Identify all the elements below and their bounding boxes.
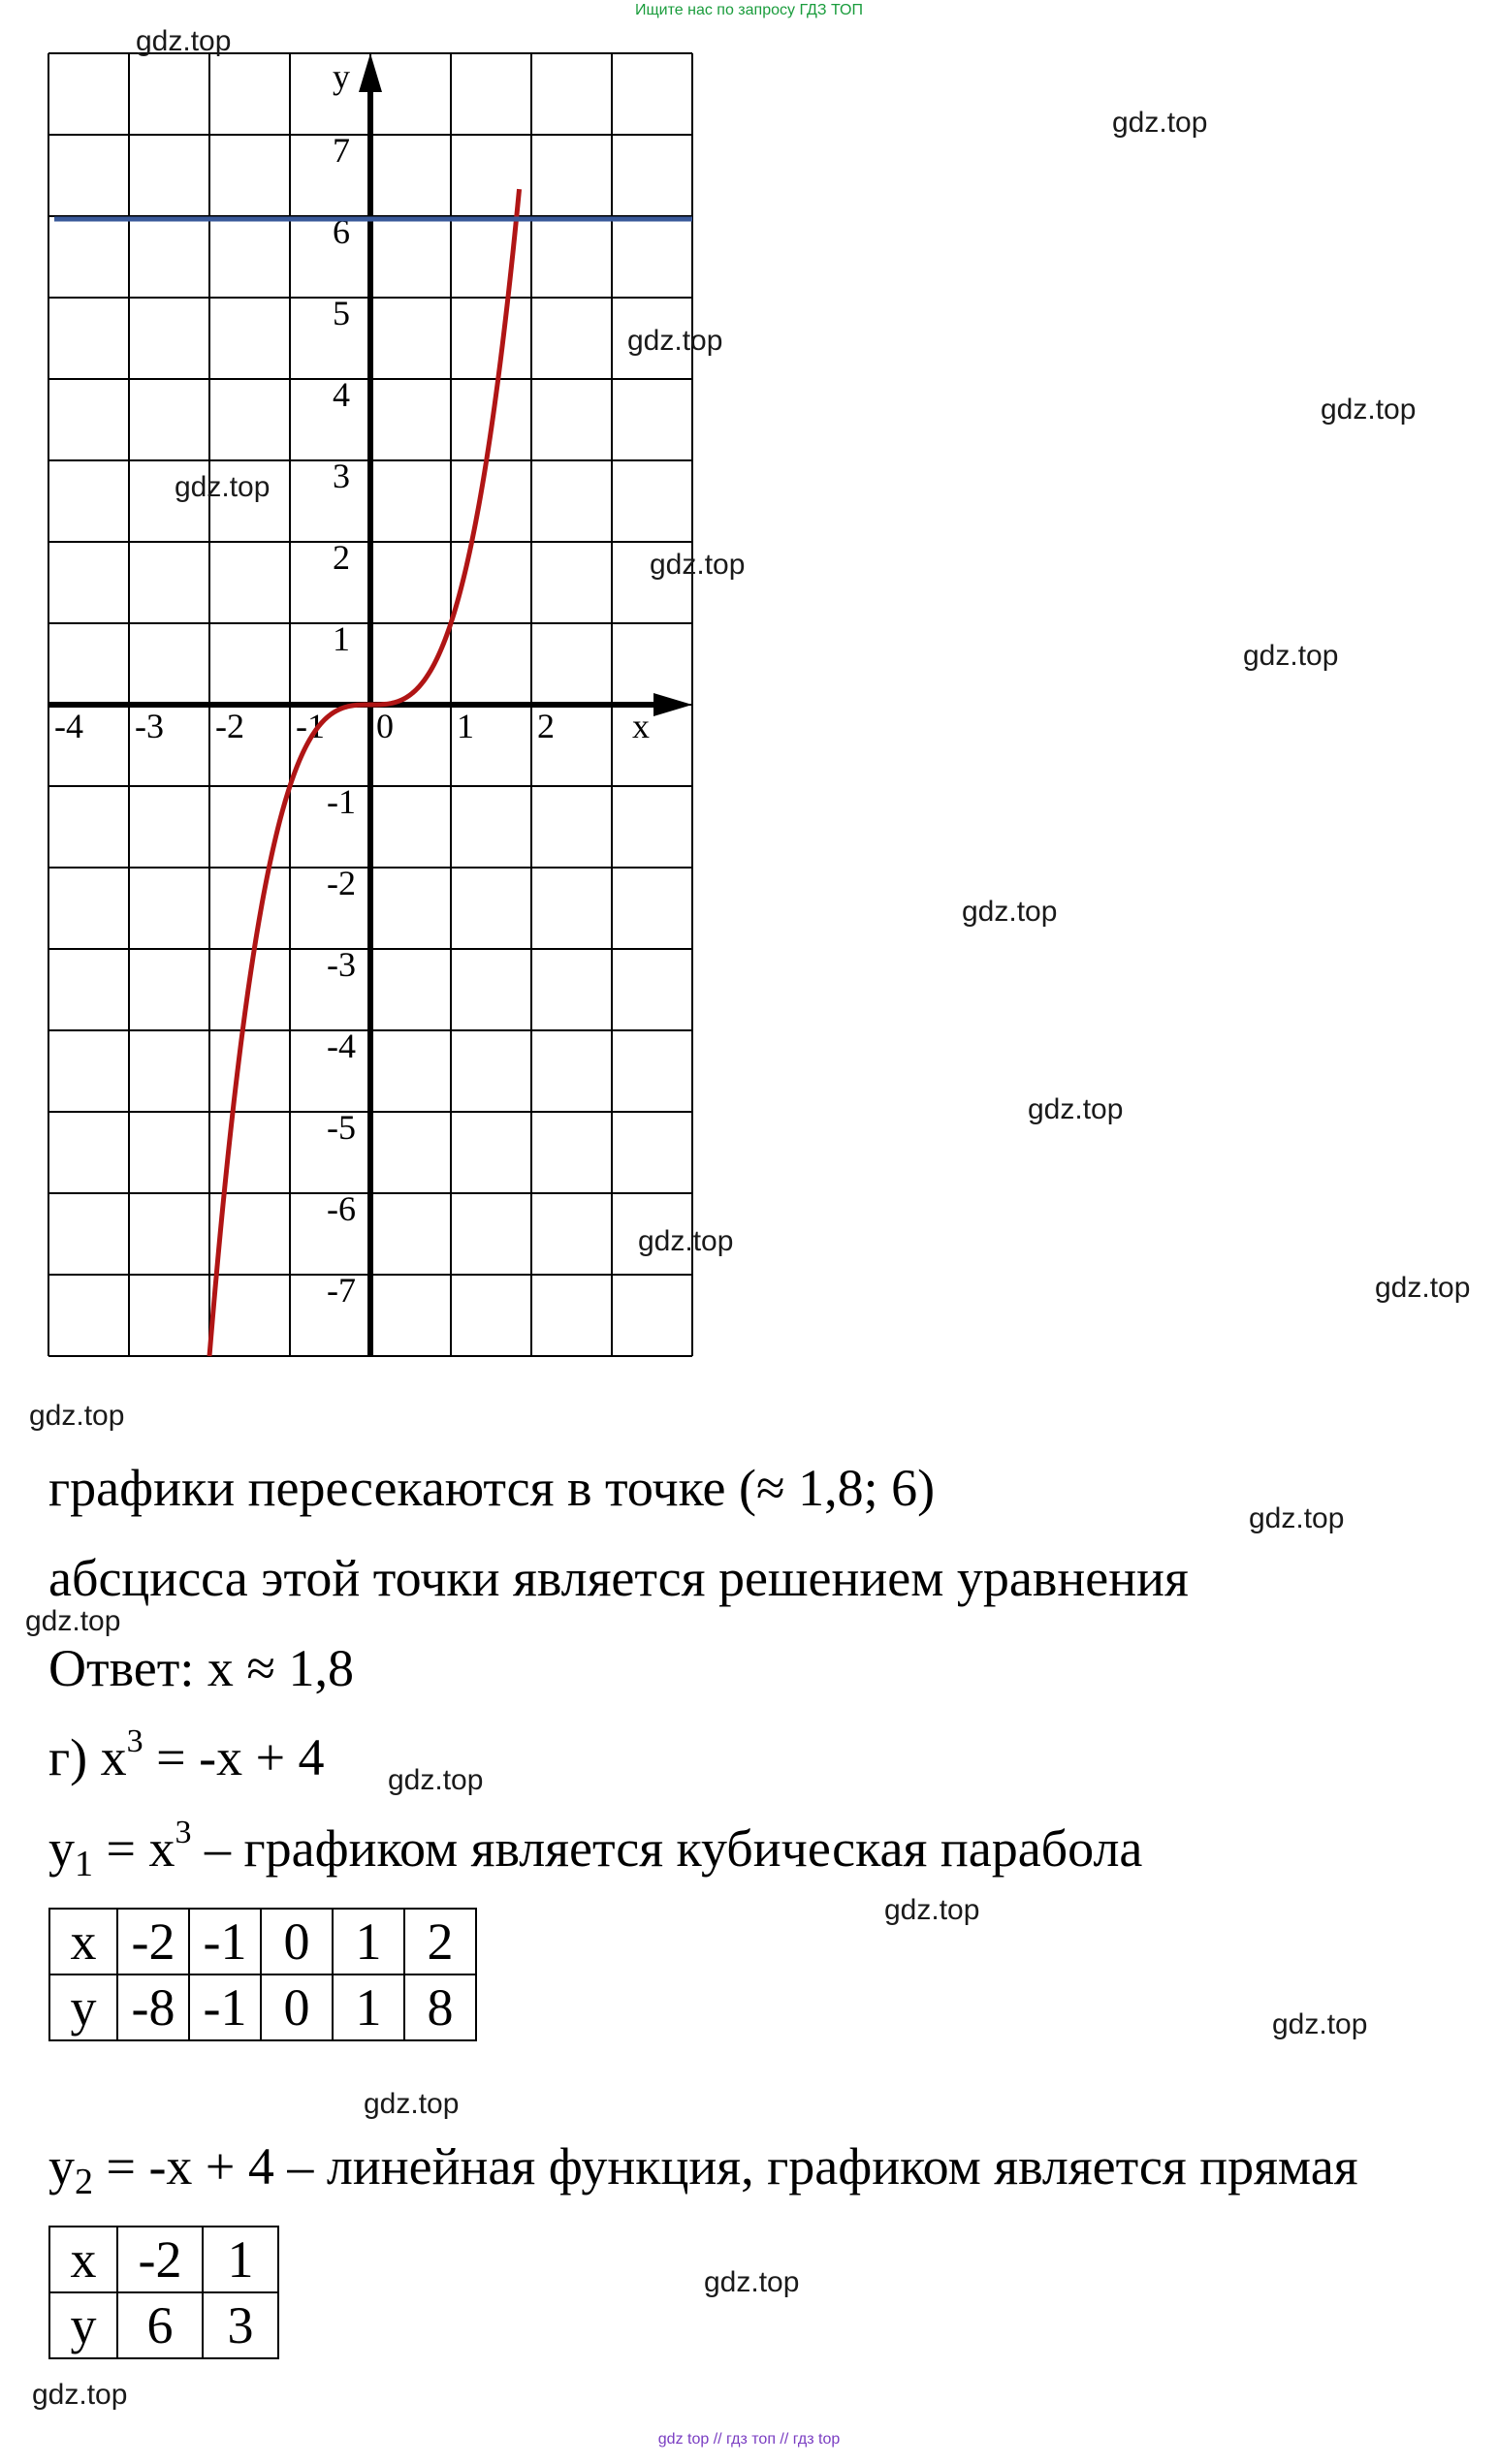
y-axis-arrow (359, 53, 382, 92)
tick-labels (54, 57, 650, 1310)
table-header-x: x (49, 2227, 117, 2292)
abscissa-text: абсцисса этой точки является решением уравнения (48, 1549, 1189, 1607)
x-tick-label: -3 (135, 707, 165, 745)
watermark: gdz.top (388, 1764, 484, 1796)
table-cell: 8 (404, 1974, 476, 2040)
part-g-suffix: = -x + 4 (143, 1728, 325, 1786)
watermark: gdz.top (627, 325, 723, 357)
top-banner[interactable]: Ищите нас по запросу ГДЗ ТОП (635, 2, 863, 18)
y-tick-label: 7 (333, 131, 350, 170)
table-header-y: y (49, 1974, 117, 2040)
part-g-exponent: 3 (126, 1723, 143, 1759)
y-tick-label: -7 (327, 1271, 356, 1310)
watermark: gdz.top (962, 896, 1058, 928)
table-cell: -2 (117, 2227, 203, 2292)
table-cell: 6 (117, 2292, 203, 2358)
y-tick-label: 1 (333, 619, 350, 658)
y-tick-label: -1 (327, 782, 356, 821)
watermark: gdz.top (1243, 640, 1339, 672)
x-tick-label: 0 (376, 707, 395, 745)
watermark: gdz.top (364, 2088, 460, 2120)
answer-text: Ответ: x ≈ 1,8 (48, 1639, 354, 1697)
y2-subscript: 2 (75, 2162, 93, 2202)
y-tick-label: -3 (327, 945, 356, 984)
x-tick-label: -1 (296, 707, 326, 745)
watermark: gdz.top (704, 2266, 800, 2298)
y-tick-label: 4 (333, 375, 350, 414)
watermark: gdz.top (1249, 1502, 1345, 1534)
x-axis-label: x (632, 707, 650, 745)
watermark: gdz.top (175, 471, 271, 503)
watermark: gdz.top (1375, 1272, 1471, 1304)
intersection-text: графики пересекаются в точке (≈ 1,8; 6) (48, 1459, 936, 1517)
watermark: gdz.top (1272, 2008, 1368, 2040)
x-tick-label: 1 (457, 707, 475, 745)
table-cell: 0 (261, 1909, 333, 1974)
y-tick-label: 3 (333, 457, 350, 495)
x-tick-label: -4 (54, 707, 84, 745)
part-g-prefix: г) x (48, 1728, 127, 1786)
y-tick-label: -4 (327, 1027, 356, 1065)
cubic-values-table (48, 1908, 477, 2041)
x-axis-arrow (653, 693, 692, 716)
watermark: gdz.top (1112, 107, 1208, 139)
y-tick-label: -5 (327, 1108, 356, 1147)
y-axis-label: y (333, 57, 350, 96)
watermark: gdz.top (1028, 1093, 1124, 1125)
table-cell: 1 (203, 2227, 278, 2292)
y1-subscript: 1 (75, 1844, 93, 1884)
x-tick-label: 2 (537, 707, 556, 745)
table-cell: 3 (203, 2292, 278, 2358)
y-tick-label: -6 (327, 1189, 356, 1228)
table-cell: -2 (117, 1909, 189, 1974)
table-row (49, 1909, 476, 1974)
y-tick-label: -2 (327, 864, 356, 902)
table-cell: 2 (404, 1909, 476, 1974)
linear-values-table (48, 2226, 279, 2359)
watermark: gdz.top (25, 1605, 121, 1637)
watermark: gdz.top (638, 1225, 734, 1257)
watermark: gdz.top (29, 1400, 125, 1432)
table-row (49, 2227, 278, 2292)
table-cell: -1 (189, 1974, 261, 2040)
table-row (49, 1974, 476, 2040)
table-row (49, 2292, 278, 2358)
watermark: gdz.top (1321, 394, 1417, 426)
table-cell: 1 (333, 1909, 404, 1974)
table-cell: -1 (189, 1909, 261, 1974)
y1-description: $y_1 = x^3$ – графиком является кубическая парабола (48, 1815, 1143, 1884)
table-cell: -8 (117, 1974, 189, 2040)
y1-exponent: 3 (175, 1815, 192, 1850)
bottom-banner[interactable]: gdz top // гдз топ // гдз top (657, 2431, 841, 2448)
table-cell: 0 (261, 1974, 333, 2040)
y-tick-label: 5 (333, 294, 350, 332)
table-header-y: y (49, 2292, 117, 2358)
part-g-equation (48, 1723, 325, 1786)
watermark: gdz.top (650, 549, 746, 581)
table-header-x: x (49, 1909, 117, 1974)
y2-description: $y_2 = -x + 4$ – линейная функция, графиком является прямая (48, 2137, 1358, 2202)
cubic-graph (0, 0, 698, 1367)
table-cell: 1 (333, 1974, 404, 2040)
watermark: gdz.top (884, 1894, 980, 1926)
x-tick-label: -2 (215, 707, 245, 745)
watermark: gdz.top (136, 25, 232, 57)
cubic-curve (209, 189, 520, 1356)
y-tick-label: 6 (333, 212, 350, 251)
watermark: gdz.top (32, 2379, 128, 2411)
y-tick-label: 2 (333, 538, 350, 577)
